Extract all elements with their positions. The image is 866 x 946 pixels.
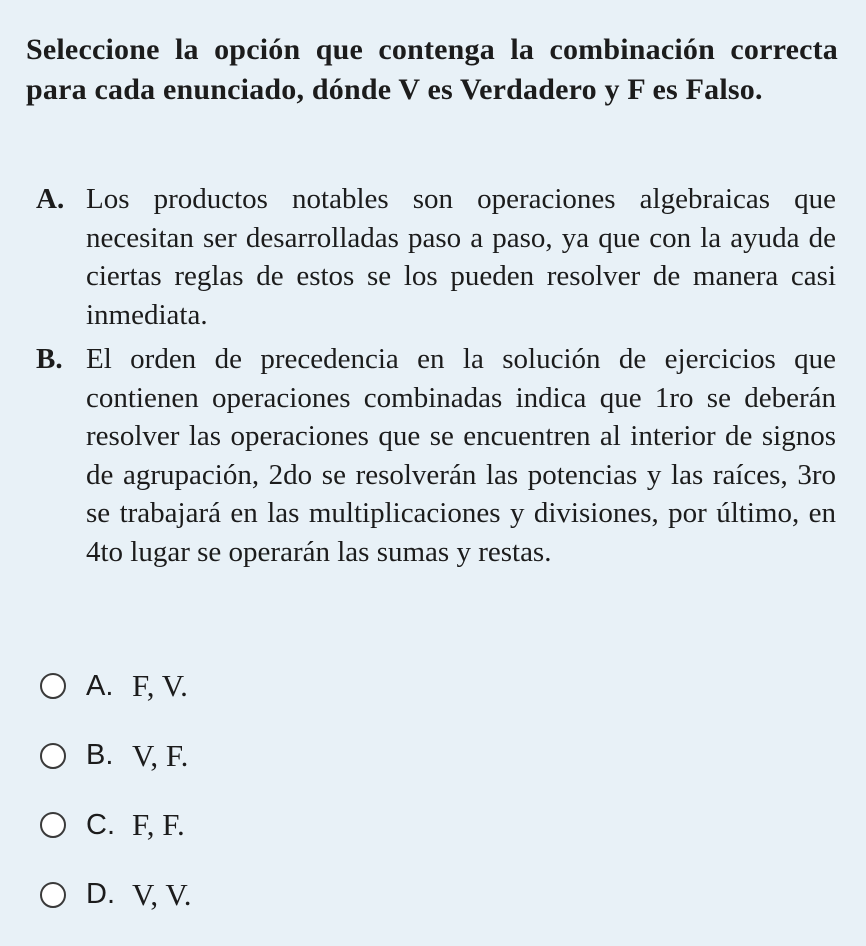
statement-a-text: Los productos notables son operaciones algebraicas que necesitan ser desarrolladas paso a paso, ya que con la ayuda de ciertas reglas de estos se los pueden resolver de manera casi inmediata. <box>86 183 836 331</box>
statement-a <box>36 180 836 334</box>
option-b-value: V, F. <box>132 737 189 773</box>
radio-button-d[interactable] <box>40 882 66 908</box>
option-a[interactable] <box>40 668 440 704</box>
statement-b-label: B. <box>36 343 63 375</box>
option-d-value: V, V. <box>132 876 192 912</box>
question-prompt: Seleccione la opción que contenga la combinación correcta para cada enunciado, dónde V es Verdadero y F es Falso. <box>26 33 838 106</box>
option-c-letter: C. <box>86 808 115 841</box>
option-a-value: F, V. <box>132 668 188 703</box>
radio-button-c[interactable] <box>40 812 66 838</box>
option-c[interactable] <box>40 807 440 843</box>
answer-options <box>40 668 440 946</box>
option-b[interactable] <box>40 738 440 774</box>
statement-b-text: El orden de precedencia en la solución de ejercicios que contienen operaciones combinadas indica que 1ro se deberán resolver las operaciones que se encuentren al interior de signos de agrupación, 2do se resolverán las potencias y las raíces, 3ro se trabajará en las multiplicaciones y divisiones, por último, en 4to lugar se operarán las sumas y restas. <box>86 343 836 568</box>
option-d[interactable] <box>40 877 440 913</box>
option-a-letter: A. <box>86 669 114 702</box>
statement-a-label: A. <box>36 183 65 215</box>
option-c-value: F, F. <box>132 807 185 842</box>
statement-b <box>36 340 836 571</box>
radio-button-b[interactable] <box>40 743 66 769</box>
option-d-letter: D. <box>86 878 115 910</box>
option-b-letter: B. <box>86 739 114 771</box>
radio-button-a[interactable] <box>40 673 66 699</box>
